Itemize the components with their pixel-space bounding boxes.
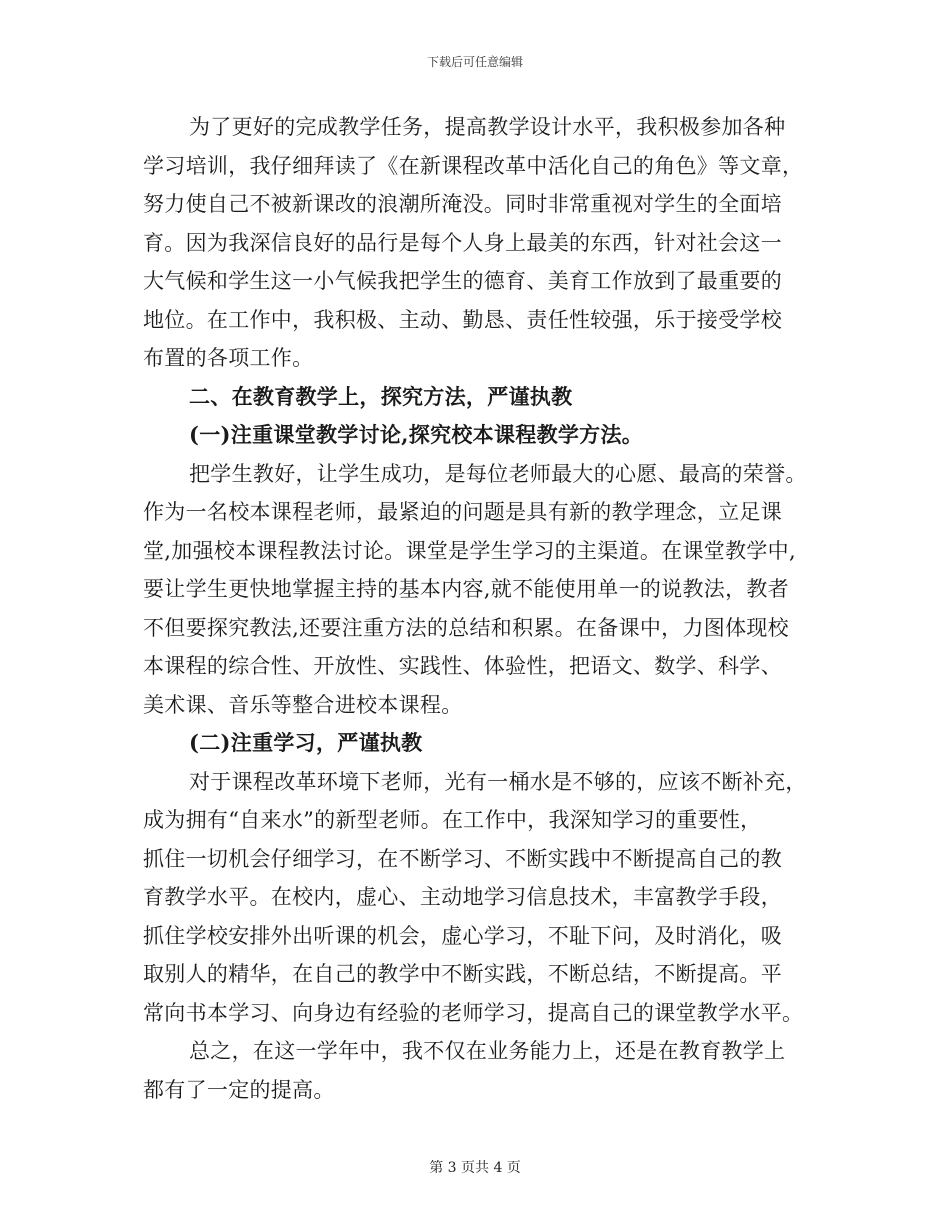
paragraph-line: 美术课、音乐等整合进校本课程。 — [143, 692, 463, 717]
subsection-heading: (二)注重学习，严谨执教 — [189, 730, 423, 755]
paragraph-line: 大气候和学生这一小气候我把学生的德育、美育工作放到了最重要的 — [143, 269, 782, 293]
paragraph-line: 作为一名校本课程老师，最紧迫的问题是具有新的教学理念，立足课 — [143, 500, 782, 524]
paragraph-line: 地位。在工作中，我积极、主动、勤恳、责任性较强，乐于接受学校 — [143, 307, 782, 332]
paragraph-line: 总之，在这一学年中，我不仅在业务能力上，还是在教育教学上 — [189, 1039, 786, 1063]
paragraph-line: 抓住学校安排外出听课的机会，虚心学习，不耻下问，及时消化，吸 — [143, 923, 782, 948]
paragraph-line: 对于课程改革环境下老师，光有一桶水是不够的，应该不断补充， — [189, 769, 807, 794]
paragraph-line: 努力使自己不被新课改的浪潮所淹没。同时非常重视对学生的全面培 — [143, 192, 782, 216]
paragraph-line: 育教学水平。在校内，虚心、主动地学习信息技术，丰富教学手段， — [143, 885, 782, 909]
paragraph-line: 常向书本学习、向身边有经验的老师学习，提高自己的课堂教学水平。 — [143, 1000, 804, 1025]
paragraph-line: 不但要探究教法,还要注重方法的总结和积累。在备课中，力图体现校 — [143, 615, 789, 640]
paragraph-line: 成为拥有“自来水”的新型老师。在工作中，我深知学习的重要性， — [143, 808, 762, 832]
paragraph-line: 抓住一切机会仔细学习，在不断学习、不断实践中不断提高自己的教 — [143, 846, 782, 871]
section-heading: 二、在教育教学上，探究方法，严谨执教 — [189, 383, 573, 409]
subsection-heading: (一)注重课堂教学讨论,探究校本课程教学方法。 — [189, 422, 644, 447]
paragraph-line: 堂,加强校本课程教法讨论。课堂是学生学习的主渠道。在课堂教学中, — [143, 538, 796, 563]
paragraph-line: 学习培训，我仔细拜读了《在新课程改革中活化自己的角色》等文章， — [143, 153, 804, 178]
paragraph-line: 取别人的精华，在自己的教学中不断实践，不断总结，不断提高。平 — [143, 962, 782, 986]
paragraph-line: 都有了一定的提高。 — [143, 1077, 335, 1102]
paragraph-line: 本课程的综合性、开放性、实践性、体验性，把语文、数学、科学、 — [143, 654, 782, 678]
paragraph-line: 布置的各项工作。 — [143, 346, 314, 370]
page-header-note: 下载后可任意编辑 — [426, 55, 523, 69]
page-number: 第 3 页共 4 页 — [429, 1160, 521, 1176]
paragraph-line: 要让学生更快地掌握主持的基本内容,就不能使用单一的说教法，教者 — [143, 577, 789, 601]
document-body — [143, 108, 815, 1109]
paragraph-line: 育。因为我深信良好的品行是每个人身上最美的东西，针对社会这一 — [143, 230, 782, 255]
paragraph-line: 把学生教好，让学生成功，是每位老师最大的心愿、最高的荣誉。 — [189, 461, 807, 486]
paragraph-line: 为了更好的完成教学任务，提高教学设计水平，我积极参加各种 — [189, 115, 786, 139]
